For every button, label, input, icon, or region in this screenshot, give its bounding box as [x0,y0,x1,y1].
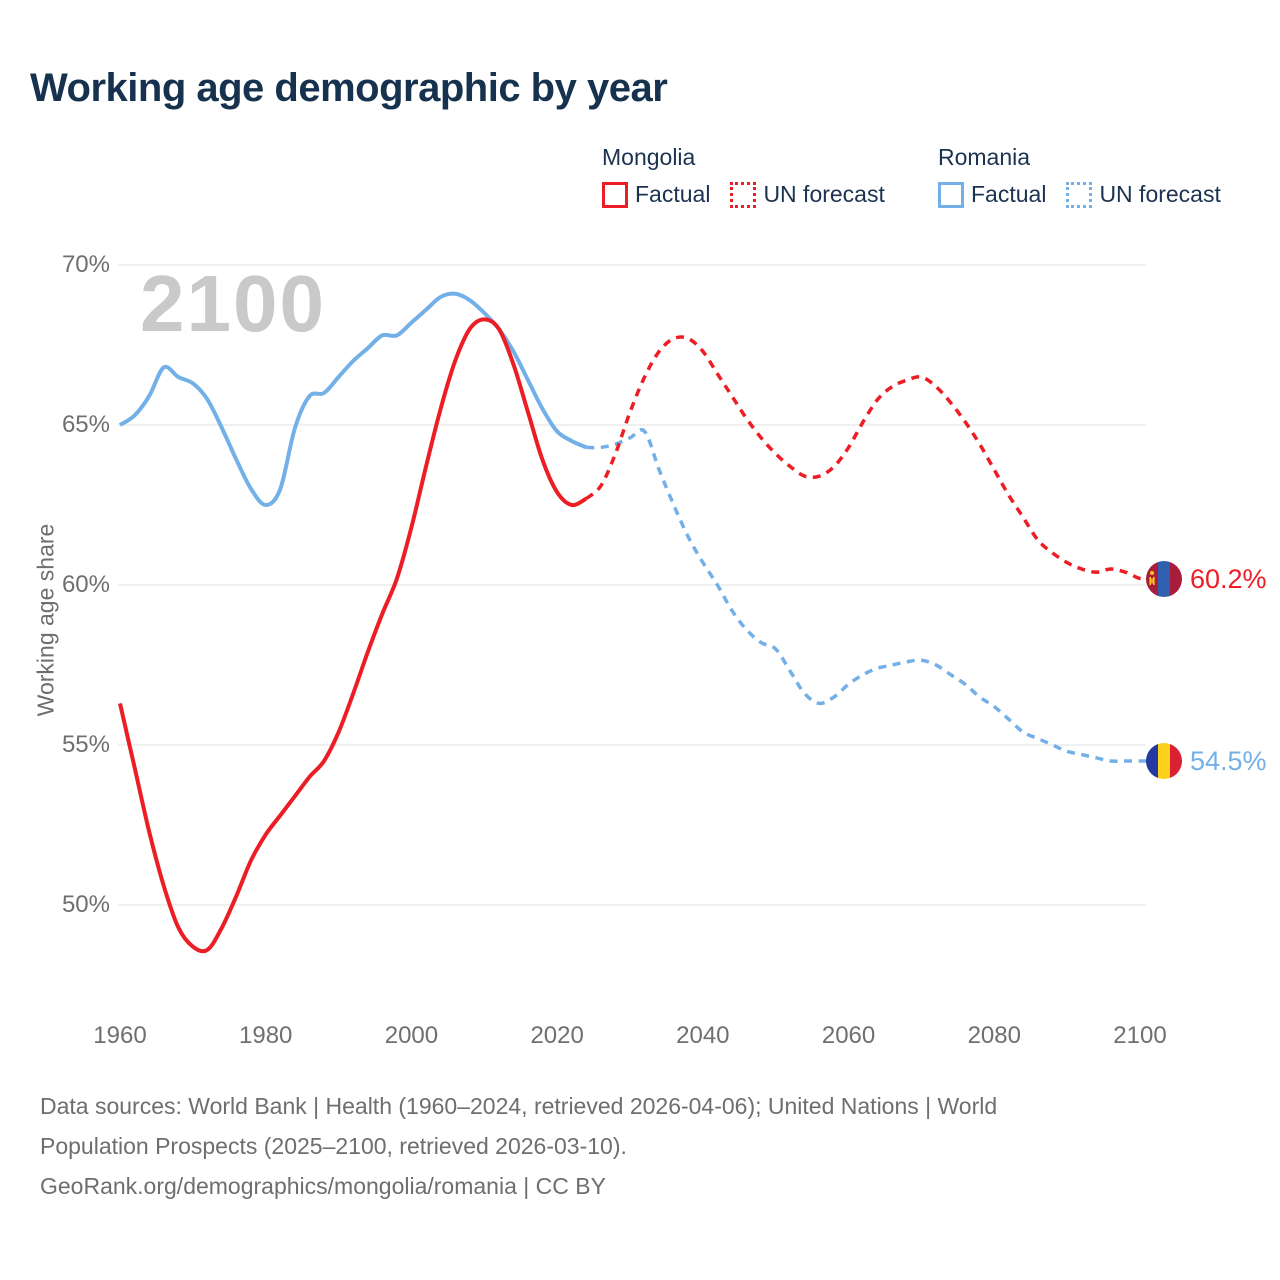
footer-line: Population Prospects (2025–2100, retrieved 2026-03-10). [40,1133,627,1159]
series-line-mongolia-factual[interactable] [120,319,586,951]
x-tick-label: 2060 [821,1022,876,1049]
x-tick-label: 2020 [530,1022,584,1049]
footer-line: Data sources: World Bank | Health (1960–2024, retrieved 2026-04-06); United Nations | World [40,1093,998,1119]
legend-country-mongolia: Mongolia [602,144,696,170]
watermark-year: 2100 [140,259,326,348]
y-tick-label: 60% [61,571,110,598]
page-title: Working age demographic by year [30,66,668,110]
series-line-romania-factual[interactable] [120,294,586,505]
mongolia-flag-icon [1146,561,1182,597]
x-tick-label: 1980 [239,1022,293,1049]
data-sources-footer [40,1086,997,1206]
legend-item-label: UN forecast [1099,181,1221,207]
end-label-mongolia [1146,561,1267,597]
x-tick-label: 2100 [1113,1022,1167,1049]
x-tick-label: 2000 [384,1022,439,1049]
y-axis-title: Working age share [32,523,59,717]
series-line-romania-un-forecast[interactable] [586,430,1150,761]
x-tick-label: 1960 [93,1022,147,1049]
end-value-romania: 54.5% [1190,746,1267,776]
series-line-mongolia-un-forecast[interactable] [586,337,1150,579]
end-label-romania [1146,743,1267,779]
legend-item-label: UN forecast [763,181,885,207]
y-tick-label: 55% [61,731,110,758]
end-value-mongolia: 60.2% [1190,563,1267,594]
y-tick-label: 70% [61,251,110,278]
legend-country-romania: Romania [938,144,1031,170]
legend-item-label: Factual [971,181,1047,207]
y-tick-label: 65% [61,411,110,438]
series-lines [120,294,1150,952]
legend-item-label: Factual [635,181,711,207]
x-tick-label: 2080 [967,1022,1021,1049]
x-tick-label: 2040 [676,1022,730,1049]
gridlines [118,265,1146,905]
y-tick-label: 50% [61,891,110,918]
footer-line: GeoRank.org/demographics/mongolia/romania | CC BY [40,1173,606,1199]
romania-flag-icon [1146,743,1182,779]
